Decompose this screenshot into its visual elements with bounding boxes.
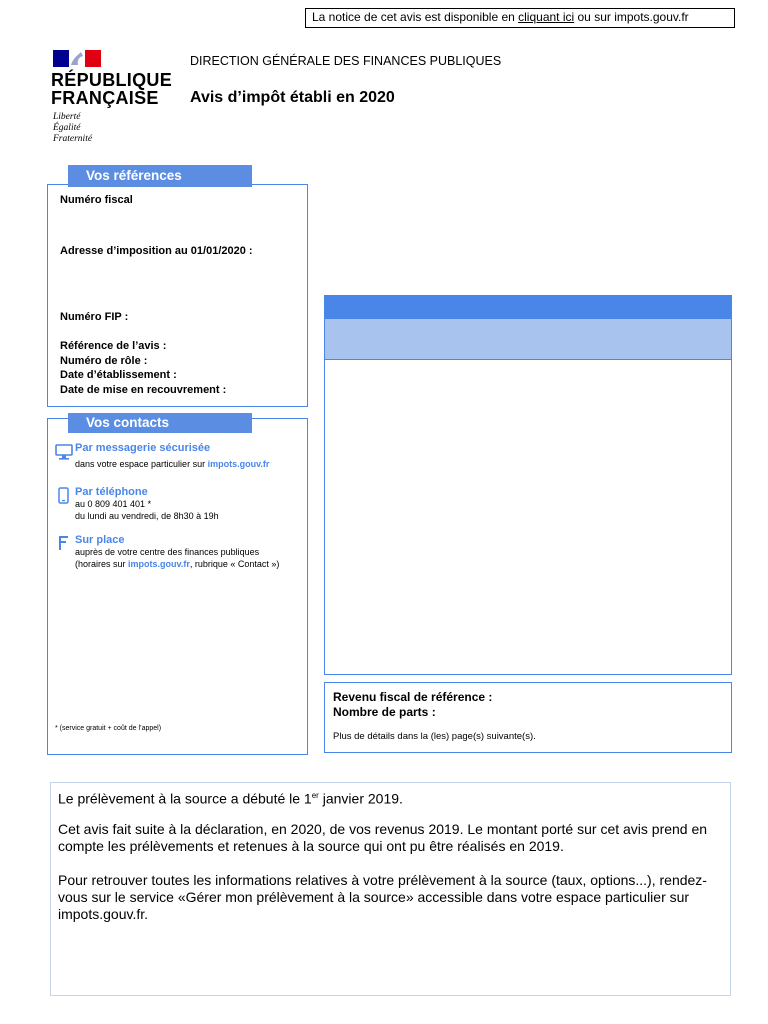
- marianne-icon: [69, 50, 85, 67]
- surplace-text: auprès de votre centre des finances publiques: [75, 547, 260, 557]
- motto-egalite: Égalité: [53, 123, 81, 133]
- messagerie-text: [75, 458, 269, 470]
- telephone-number: au 0 809 401 401 *: [75, 499, 152, 509]
- telephone-hours: du lundi au vendredi, de 8h30 à 19h: [75, 511, 219, 521]
- surplace-hours-before: (horaires sur: [75, 559, 129, 569]
- messagerie-text-label: dans votre espace particulier sur: [75, 459, 208, 469]
- surplace-title: Sur place: [75, 534, 125, 546]
- computer-icon: [55, 444, 73, 460]
- messagerie-link[interactable]: impots.gouv.fr: [207, 459, 270, 469]
- date-recouvrement-label: Date de mise en recouvrement :: [60, 384, 227, 396]
- notice-text-after: ou sur impots.gouv.fr: [574, 10, 689, 24]
- telephone-title: Par téléphone: [75, 486, 148, 498]
- motto-liberte: Liberté: [53, 112, 81, 122]
- references-tab: Vos références: [68, 165, 252, 187]
- numero-fip-label: Numéro FIP :: [60, 311, 129, 323]
- marianne-flag-logo: [53, 50, 101, 67]
- surplace-link[interactable]: impots.gouv.fr: [128, 559, 190, 569]
- info-paragraph-2: Cet avis fait suite à la déclaration, en 2020, de vos revenus 2019. Le montant porté sur cet avis prend en compte les prélèvements et retenues à la source qui ont pu être réalisés en 2019.: [58, 821, 708, 854]
- logo-motto: [53, 112, 92, 145]
- info-paragraph-1: [58, 787, 728, 808]
- page-title: Avis d’impôt établi en 2020: [190, 89, 395, 106]
- numero-role-label: Numéro de rôle :: [60, 355, 148, 367]
- numero-fiscal-label: Numéro fiscal: [60, 194, 133, 206]
- date-etablissement-label: Date d’établissement :: [60, 369, 177, 381]
- details-text: Plus de détails dans la (les) page(s) suivante(s).: [333, 731, 536, 742]
- messagerie-title: Par messagerie sécurisée: [75, 442, 211, 454]
- contacts-tab: Vos contacts: [68, 413, 252, 433]
- surplace-hours: [75, 558, 279, 570]
- surplace-hours-after: , rubrique « Contact »): [189, 559, 280, 569]
- nombre-parts-label: Nombre de parts :: [333, 705, 436, 719]
- info-paragraph-3: Pour retrouver toutes les informations relatives à votre prélèvement à la source (taux, options...), rendez-vous sur le service «Gérer mon prélèvement à la source» accessible dans votre espace particulier sur impots.gouv.fr.: [58, 872, 707, 922]
- reference-avis-label: Référence de l’avis :: [60, 340, 167, 352]
- notice-text-before: La notice de cet avis est disponible en: [312, 10, 519, 24]
- logo-line-1: RÉPUBLIQUE: [51, 70, 173, 90]
- phone-icon: [58, 487, 69, 504]
- info-p1-after: janvier 2019.: [318, 790, 403, 807]
- republique-francaise-logo-text: [51, 71, 172, 107]
- location-flag-icon: [57, 535, 69, 551]
- contacts-footnote: * (service gratuit + coût de l’appel): [55, 725, 162, 732]
- flag-white: [69, 50, 85, 67]
- motto-fraternite: Fraternité: [53, 134, 93, 144]
- direction-heading: DIRECTION GÉNÉRALE DES FINANCES PUBLIQUES: [190, 54, 502, 68]
- summary-header-bar: [324, 295, 732, 319]
- flag-red: [85, 50, 101, 67]
- info-p1-before: Le prélèvement à la source a débuté le 1: [58, 790, 312, 807]
- info-p1-sup: er: [311, 791, 319, 800]
- notice-box: [305, 8, 735, 28]
- adresse-label: Adresse d’imposition au 01/01/2020 :: [60, 245, 253, 257]
- flag-blue: [53, 50, 69, 67]
- notice-link[interactable]: cliquant ici: [518, 10, 575, 24]
- revenu-fiscal-label: Revenu fiscal de référence :: [333, 690, 493, 704]
- summary-band: [325, 319, 731, 360]
- logo-line-2: FRANÇAISE: [51, 88, 159, 108]
